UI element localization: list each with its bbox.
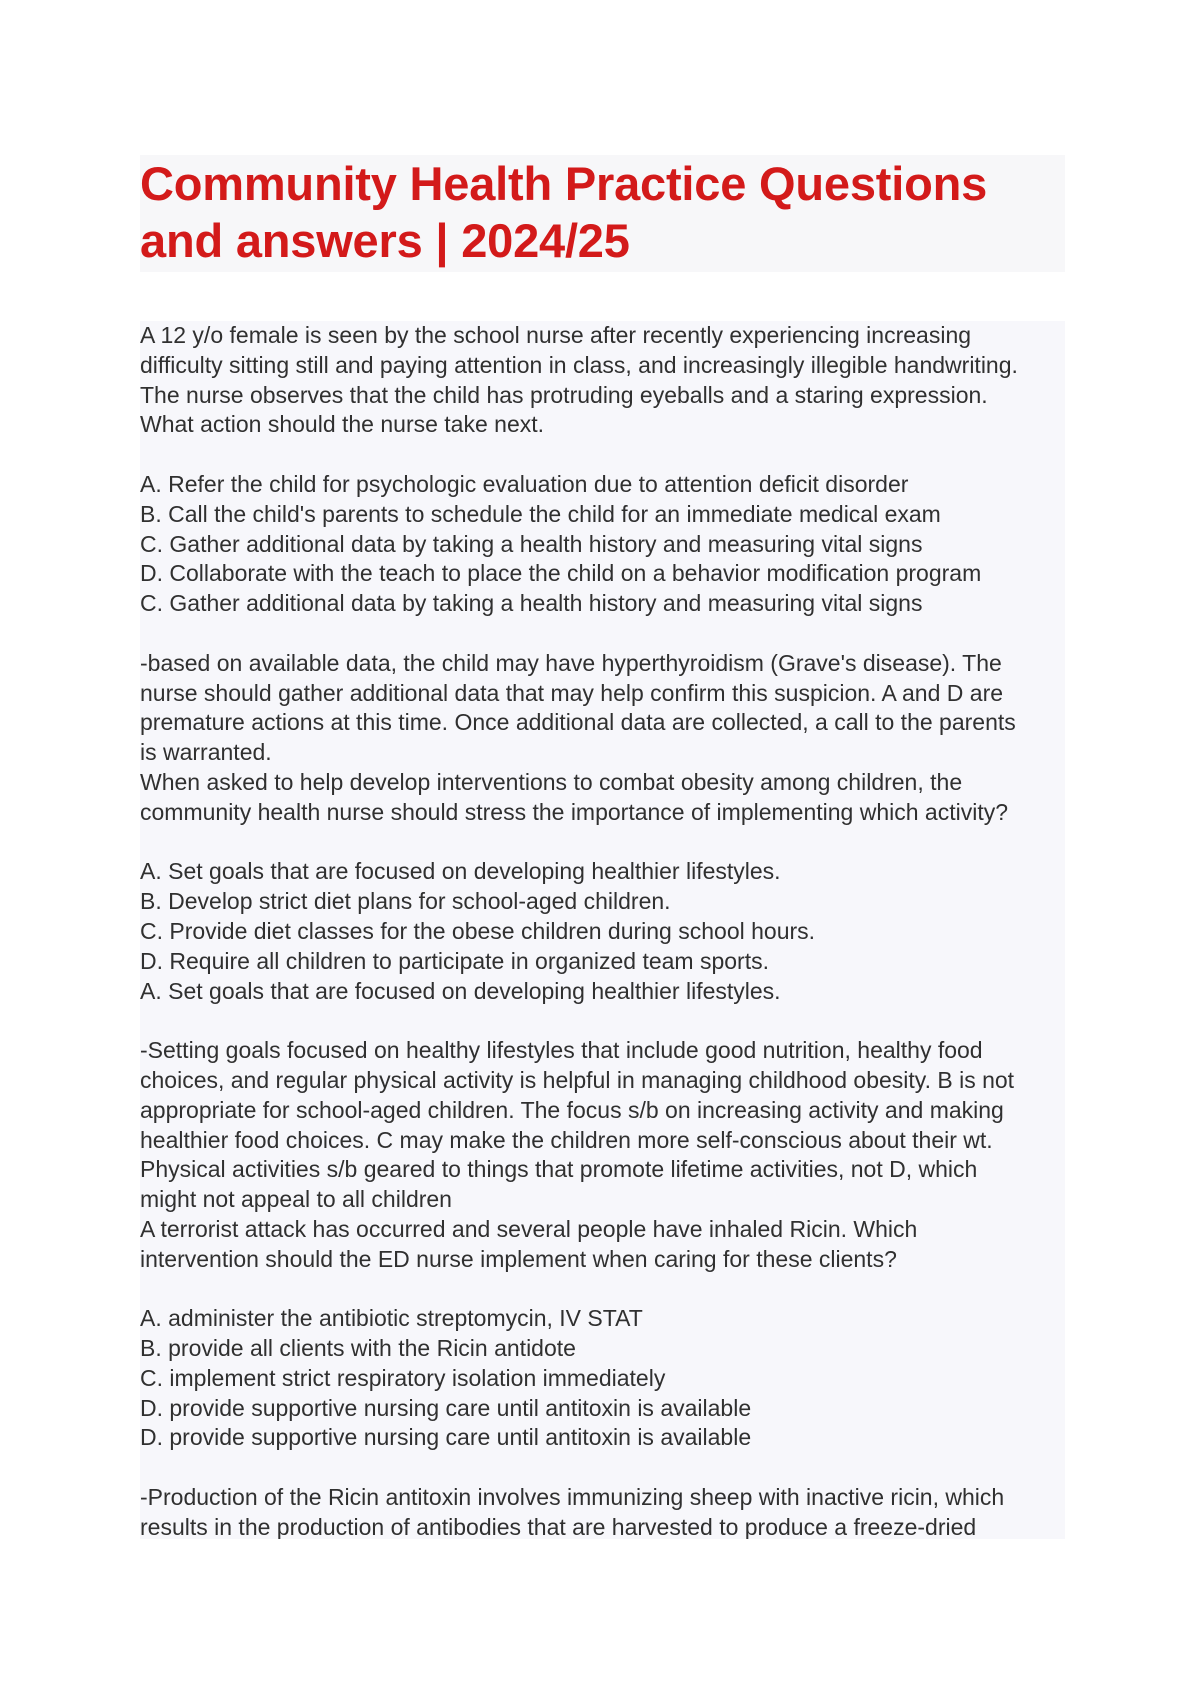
correct-answer: C. Gather additional data by taking a health history and measuring vital signs <box>140 590 923 617</box>
document-title-line-2: and answers | 2024/25 <box>140 214 630 267</box>
rationale-line: -based on available data, the child may have hyperthyroidism (Grave's disease). The <box>140 649 1002 676</box>
question-stem-line: community health nurse should stress the importance of implementing which activity? <box>140 798 1009 825</box>
question-stem-line: The nurse observes that the child has protruding eyeballs and a staring expression. <box>140 381 988 408</box>
correct-answer: D. provide supportive nursing care until antitoxin is available <box>140 1424 752 1451</box>
rationale-line: appropriate for school-aged children. The focus s/b on increasing activity and making <box>140 1096 1004 1123</box>
rationale-line: is warranted. <box>140 739 272 766</box>
question-stem-line: A terrorist attack has occurred and several people have inhaled Ricin. Which <box>140 1215 918 1242</box>
question-2 <box>140 768 1065 1215</box>
question-stem-line: intervention should the ED nurse implement when caring for these clients? <box>140 1245 897 1272</box>
question-stem-line: A 12 y/o female is seen by the school nurse after recently experiencing increasing <box>140 322 972 348</box>
title-block <box>140 155 1065 272</box>
rationale-line: might not appeal to all children <box>140 1186 452 1213</box>
rationale-line: -Setting goals focused on healthy lifestyles that include good nutrition, healthy food <box>140 1037 983 1064</box>
document-title-line-1: Community Health Practice Questions <box>140 157 988 210</box>
document-body <box>140 321 1065 1539</box>
spacer <box>140 1275 1065 1305</box>
spacer <box>140 440 1065 470</box>
rationale-line: Physical activities s/b geared to things that promote lifetime activities, not D, which <box>140 1156 978 1183</box>
rationale-line: premature actions at this time. Once additional data are collected, a call to the parents <box>140 709 1016 736</box>
answer-option: C. implement strict respiratory isolation immediately <box>140 1364 666 1391</box>
rationale-line: results in the production of antibodies that are harvested to produce a freeze-dried <box>140 1513 977 1539</box>
answer-option: B. provide all clients with the Ricin antidote <box>140 1335 576 1362</box>
answer-option: D. provide supportive nursing care until antitoxin is available <box>140 1394 752 1421</box>
answer-option: D. Require all children to participate in organized team sports. <box>140 947 769 974</box>
answer-option: B. Call the child's parents to schedule the child for an immediate medical exam <box>140 500 941 527</box>
answer-option: A. Refer the child for psychologic evaluation due to attention deficit disorder <box>140 470 909 497</box>
rationale-line: choices, and regular physical activity is helpful in managing childhood obesity. B is not <box>140 1066 1015 1093</box>
answer-option: C. Gather additional data by taking a health history and measuring vital signs <box>140 530 923 557</box>
spacer <box>140 1006 1065 1036</box>
spacer <box>140 1453 1065 1483</box>
answer-option: C. Provide diet classes for the obese children during school hours. <box>140 917 816 944</box>
question-stem-line: difficulty sitting still and paying attention in class, and increasingly illegible handwriting. <box>140 351 1018 378</box>
spacer <box>140 619 1065 649</box>
answer-option: A. Set goals that are focused on developing healthier lifestyles. <box>140 858 781 885</box>
rationale-line: -Production of the Ricin antitoxin involves immunizing sheep with inactive ricin, which <box>140 1484 1005 1511</box>
question-stem-line: What action should the nurse take next. <box>140 411 545 438</box>
answer-option: A. administer the antibiotic streptomycin, IV STAT <box>140 1305 643 1332</box>
answer-option: B. Develop strict diet plans for school-aged children. <box>140 888 671 915</box>
spacer <box>140 828 1065 858</box>
question-3 <box>140 1215 1065 1539</box>
question-1 <box>140 321 1065 768</box>
question-stem-line: When asked to help develop interventions to combat obesity among children, the <box>140 768 963 795</box>
rationale-line: healthier food choices. C may make the children more self-conscious about their wt. <box>140 1126 993 1153</box>
rationale-line: nurse should gather additional data that may help confirm this suspicion. A and D are <box>140 679 1004 706</box>
answer-option: D. Collaborate with the teach to place the child on a behavior modification program <box>140 560 982 587</box>
correct-answer: A. Set goals that are focused on developing healthier lifestyles. <box>140 977 781 1004</box>
